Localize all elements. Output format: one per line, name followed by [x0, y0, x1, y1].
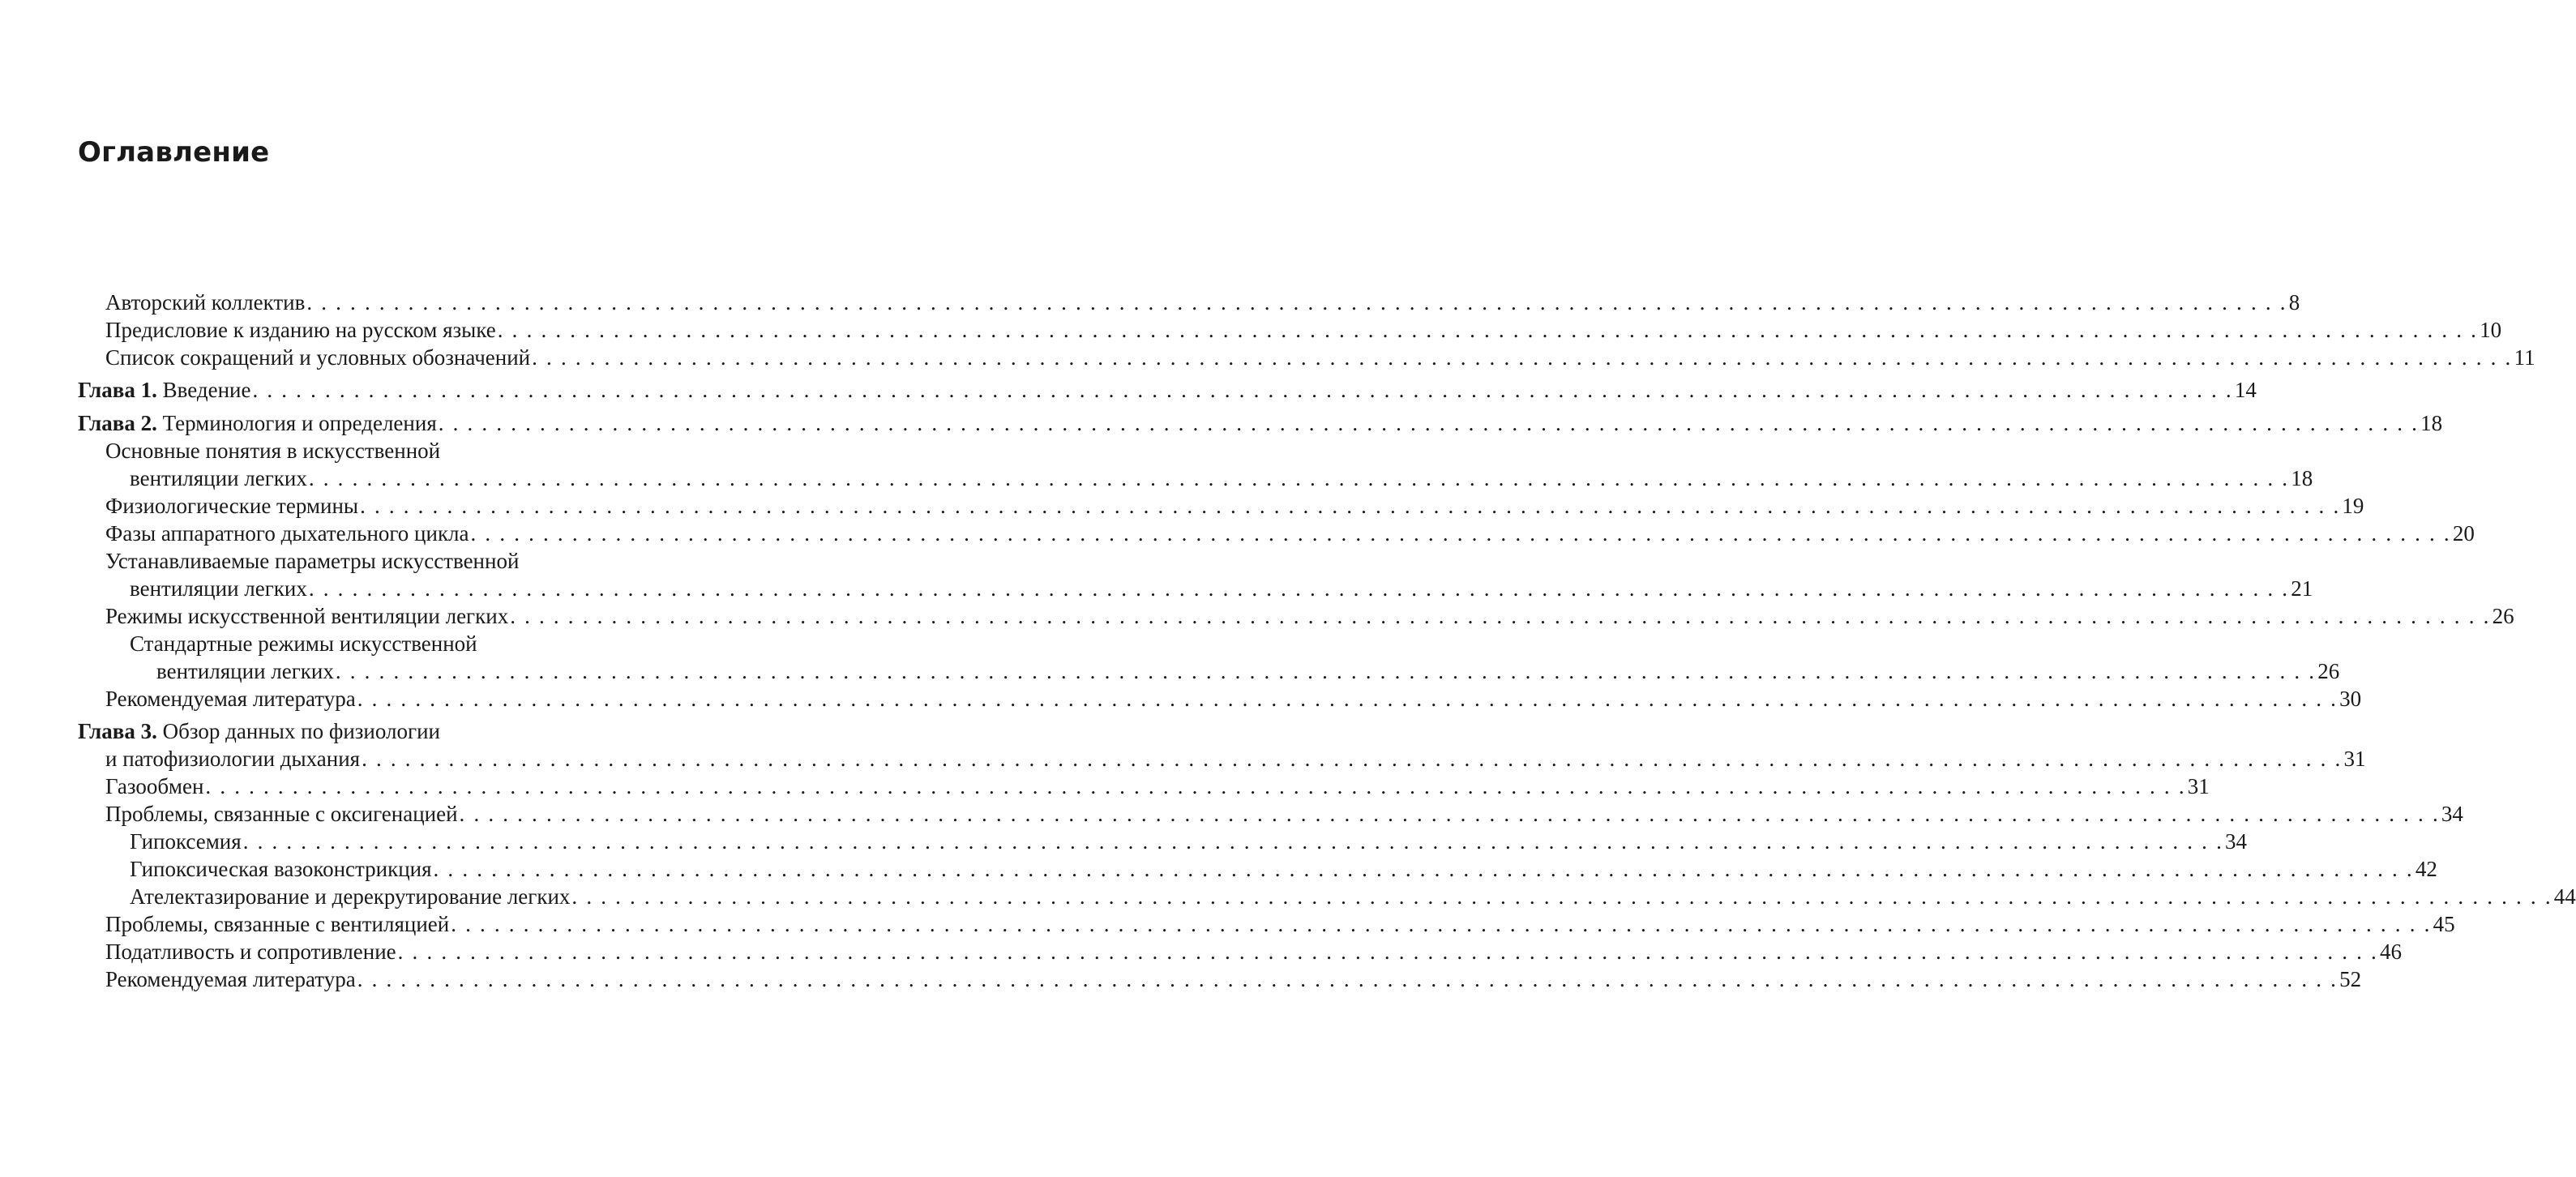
toc-entry-ch3-literature [0, 965, 2362, 993]
toc-entry-text: Терминология и определения [162, 411, 437, 435]
toc-chapter-1 [0, 376, 2257, 404]
toc-page-number: 21 [2291, 576, 2313, 601]
toc-page-number: 10 [2480, 318, 2502, 342]
toc-entry-text: Физиологические термины [105, 494, 359, 518]
toc-entry-authors [0, 289, 2300, 316]
toc-entry-text: Ателектазирование и дерекрутирование легких [130, 884, 571, 909]
toc-entry-standard-modes-line2 [0, 657, 2340, 685]
toc-page-number: 11 [2514, 345, 2535, 370]
toc-page-number: 20 [2452, 521, 2475, 546]
dot-leader [243, 828, 2223, 855]
toc-entry-basic-concepts-line2 [0, 464, 2313, 492]
dot-leader [532, 344, 2512, 371]
toc-entry-text: Режимы искусственной вентиляции легких [105, 604, 509, 628]
dot-leader [434, 855, 2414, 883]
toc-entry-text: Податливость и сопротивление [105, 939, 396, 964]
dot-leader [362, 745, 2342, 773]
toc-entry-parameters-line1 [0, 547, 519, 575]
toc-page-number: 31 [2343, 747, 2366, 771]
toc-page-number: 31 [2187, 774, 2210, 798]
dot-leader [309, 464, 2289, 492]
toc-entry-hypoxemia [0, 828, 2248, 855]
dot-leader [398, 938, 2378, 965]
toc-chapter-3-line2 [0, 745, 2366, 773]
toc-page-number: 14 [2234, 378, 2257, 402]
toc-entry-text: Гипоксическая вазоконстрикция [130, 857, 432, 881]
toc-entry-text: Предисловие к изданию на русском языке [105, 318, 496, 342]
toc-page-number: 19 [2342, 494, 2364, 518]
toc-entry-text: Газообмен [105, 774, 204, 798]
toc-entry-text: Авторский коллектив [105, 290, 306, 315]
toc-entry-standard-modes-line1 [0, 630, 477, 657]
toc-entry-text: Обзор данных по физиологии [162, 719, 440, 743]
dot-leader [510, 602, 2490, 630]
toc-entry-vasoconstriction [0, 855, 2437, 883]
dot-leader [460, 800, 2440, 828]
toc-page-number: 26 [2492, 604, 2514, 628]
toc-entry-text: Стандартные режимы искусственной [130, 631, 477, 656]
dot-leader [498, 316, 2478, 344]
toc-entry-oxygenation-problems [0, 800, 2463, 828]
toc-entry-text: вентиляции легких [130, 576, 307, 601]
toc-page-number: 18 [2420, 411, 2443, 435]
toc-entry-ventilation-modes [0, 602, 2514, 630]
toc-page-number: 34 [2225, 829, 2248, 854]
toc-entry-text: Проблемы, связанные с вентиляцией [105, 912, 450, 936]
toc-entry-ventilation-problems [0, 910, 2455, 938]
dot-leader [439, 409, 2419, 437]
toc-entry-text: Фазы аппаратного дыхательного цикла [105, 521, 469, 546]
dot-leader [336, 657, 2316, 685]
dot-leader [360, 492, 2340, 520]
toc-page-number: 46 [2380, 939, 2402, 964]
toc-entry-parameters-line2 [0, 575, 2313, 602]
toc-entry-text: Устанавливаемые параметры искусственной [105, 549, 520, 573]
toc-entry-abbreviations [0, 344, 2535, 371]
dot-leader [357, 685, 2338, 713]
toc-entry-text: вентиляции легких [156, 659, 334, 683]
toc-entry-atelectasis [0, 883, 2576, 910]
dot-leader [205, 773, 2185, 800]
dot-leader [471, 520, 2451, 547]
toc-entry-text: Введение [162, 378, 251, 402]
toc-page-number: 42 [2415, 857, 2437, 881]
toc-entry-text: Основные понятия в искусственной [105, 439, 441, 463]
toc-page-number: 45 [2433, 912, 2455, 936]
toc-entry-text: Список сокращений и условных обозначений [105, 345, 531, 370]
toc-entry-text: вентиляции легких [130, 466, 307, 490]
toc-entry-preface [0, 316, 2502, 344]
toc-entry-ch2-literature [0, 685, 2362, 713]
toc-chapter-3-line1 [0, 717, 440, 745]
toc-entry-text: Рекомендуемая литература [105, 687, 356, 711]
toc-page-number: 30 [2339, 687, 2362, 711]
toc-entry-cycle-phases [0, 520, 2475, 547]
toc-entry-gas-exchange [0, 773, 2210, 800]
dot-leader [309, 575, 2289, 602]
dot-leader [571, 883, 2552, 910]
toc-entry-text: Рекомендуемая литература [105, 967, 356, 991]
toc-entry-compliance-resistance [0, 938, 2402, 965]
toc-entry-text: и патофизиологии дыхания [105, 747, 361, 771]
toc-entry-text: Проблемы, связанные с оксигенацией [105, 802, 458, 826]
toc-page-number: 34 [2441, 802, 2463, 826]
chapter-label: Глава 1. [78, 378, 157, 402]
toc-page-number: 8 [2288, 290, 2300, 315]
toc-page-number: 44 [2553, 884, 2576, 909]
toc-entry-text: Гипоксемия [130, 829, 242, 854]
page-title: Оглавление [78, 136, 270, 169]
dot-leader [357, 965, 2338, 993]
toc-page-number: 52 [2339, 967, 2362, 991]
toc-entry-basic-concepts-line1 [0, 437, 440, 464]
toc-page-number: 18 [2291, 466, 2313, 490]
dot-leader [252, 376, 2232, 404]
toc-chapter-2 [0, 409, 2443, 437]
chapter-label: Глава 2. [78, 411, 157, 435]
dot-leader [306, 289, 2287, 316]
toc-entry-physiological-terms [0, 492, 2364, 520]
chapter-label: Глава 3. [78, 719, 157, 743]
dot-leader [451, 910, 2431, 938]
toc-page-number: 26 [2317, 659, 2340, 683]
